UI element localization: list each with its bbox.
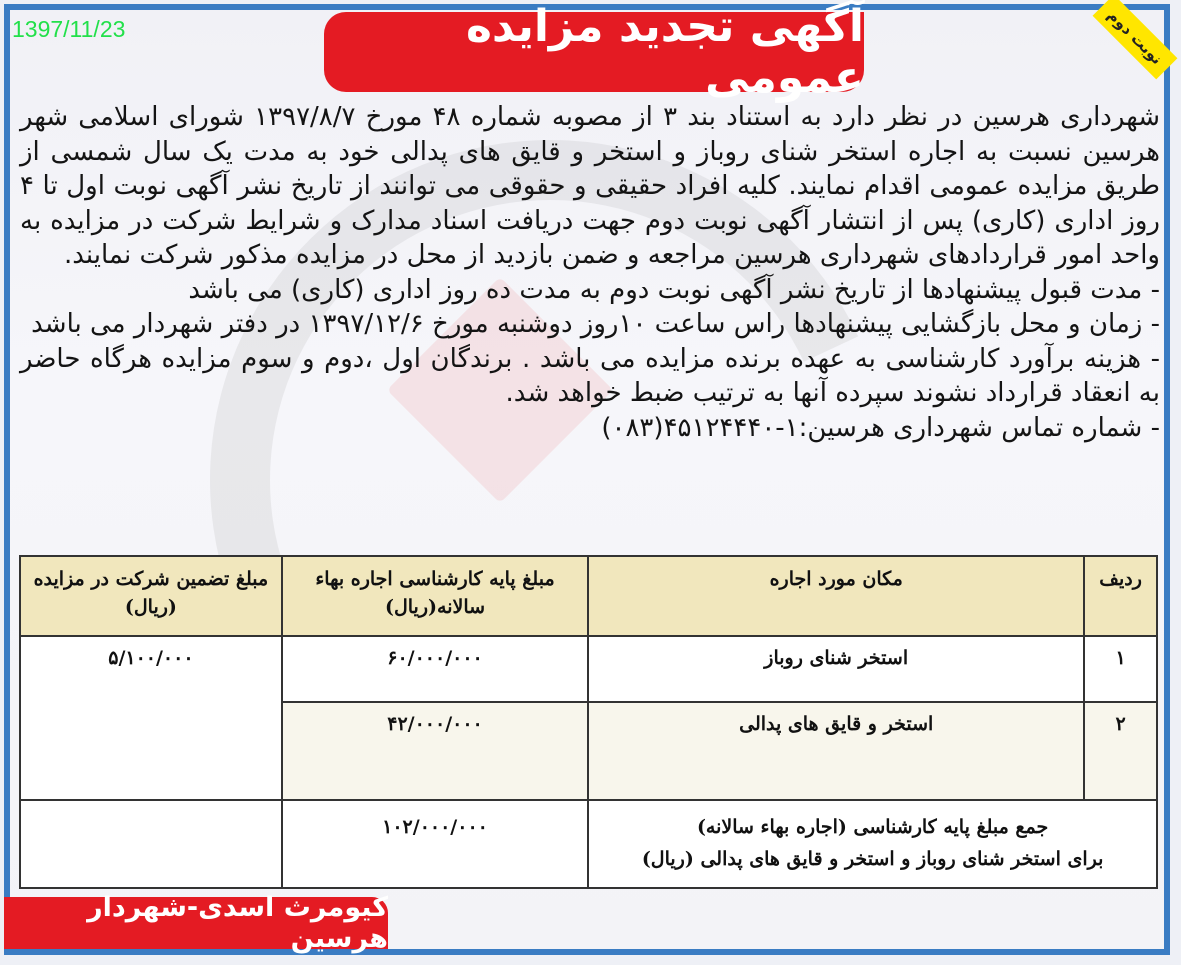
total-label-line2: برای استخر شنای روباز و استخر و قایق های پدالی (ریال) — [641, 848, 1104, 870]
title-banner — [324, 1, 864, 103]
header-guarantee: مبلغ تضمین شرکت در مزایده (ریال) — [20, 556, 282, 636]
row-place: استخر شنای روباز — [588, 636, 1084, 702]
row-base-price: ۶۰/۰۰۰/۰۰۰ — [282, 636, 588, 702]
row-index: ۱ — [1084, 636, 1157, 702]
total-value: ۱۰۲/۰۰۰/۰۰۰ — [282, 800, 588, 888]
total-empty-cell — [20, 800, 282, 888]
header-index: ردیف — [1084, 556, 1157, 636]
bullet-bid-period: - مدت قبول پیشنهادها از تاریخ نشر آگهی نوبت دوم به مدت ده روز اداری (کاری) می باشد — [188, 274, 1160, 305]
signature-banner — [4, 892, 388, 954]
header-base-price: مبلغ پایه کارشناسی اجاره بهاء سالانه(ریال) — [282, 556, 588, 636]
round-badge-label: نوبت دوم — [1103, 5, 1167, 69]
bullet-costs: - هزینه برآورد کارشناسی به عهده برنده مزایده می باشد . برندگان اول ،دوم و سوم مزایده هرگاه حاضر به انعقاد قرارداد نشوند سپرده آنها به ترتیب ضبط خواهد شد. — [20, 343, 1160, 408]
signature-text: کیومرث اسدی-شهردار هرسین — [87, 892, 388, 954]
bullet-opening-time: - زمان و محل بازگشایی پیشنهادها راس ساعت ۱۰روز دوشنبه مورخ ۱۳۹۷/۱۲/۶ در دفتر شهردار می باشد — [31, 309, 1160, 339]
row-base-price: ۴۲/۰۰۰/۰۰۰ — [282, 702, 588, 800]
notice-body — [20, 100, 1160, 445]
row-index: ۲ — [1084, 702, 1157, 800]
intro-paragraph: شهرداری هرسین در نظر دارد به استناد بند ۳ از مصوبه شماره ۴۸ مورخ ۱۳۹۷/۸/۷ شورای اسلامی شهر هرسین نسبت به اجاره استخر شنای روباز و استخر و قایق های پدالی خود به مدت یک سال شمسی از طریق مزایده عمومی اقدام نمایند. کلیه افراد حقیقی و حقوقی می توانند از تاریخ نشر آگهی نوبت اول تا ۴ روز اداری (کاری) پس از انتشار آگهی نوبت دوم جهت دریافت اسناد مدارک و شرایط شرکت در مزایده به واحد امور قراردادهای شهرداری هرسین مراجعه و ضمن بازدید از محل در مزایده مذکور شرکت نمایند. — [20, 102, 1160, 270]
header-place: مکان مورد اجاره — [588, 556, 1084, 636]
table-row — [20, 636, 1157, 702]
lease-table — [19, 555, 1158, 889]
guarantee-value: ۵/۱۰۰/۰۰۰ — [20, 636, 282, 800]
bullet-contact-phone: - شماره تماس شهرداری هرسین:۱-۴۵۱۲۴۴۴۰(۰۸۳) — [601, 412, 1160, 443]
total-label — [588, 800, 1157, 888]
date-stamp: 1397/11/23 — [12, 16, 126, 42]
table-total-row — [20, 800, 1157, 888]
row-place: استخر و قایق های پدالی — [588, 702, 1084, 800]
table-header-row — [20, 556, 1157, 636]
page-title: آگهی تجدید مزایده عمومی — [465, 1, 864, 103]
total-label-line1: جمع مبلغ پایه کارشناسی (اجاره بهاء سالانه) — [696, 816, 1049, 838]
